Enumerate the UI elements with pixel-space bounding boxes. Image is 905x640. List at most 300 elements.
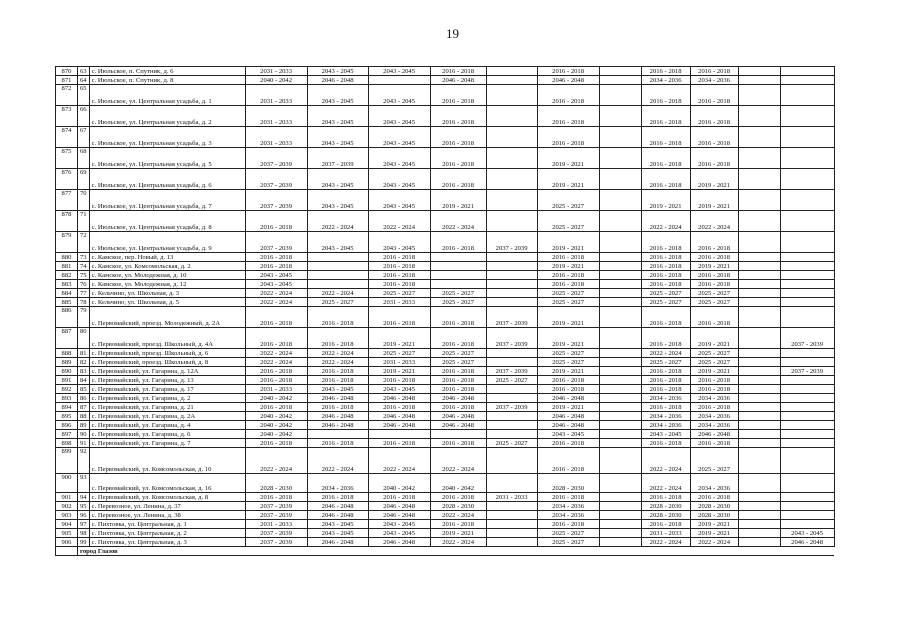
period-cell: 2028 - 2030 (641, 511, 690, 520)
period-cell (780, 430, 834, 439)
period-cell: 2016 - 2018 (307, 493, 368, 502)
period-cell (486, 448, 537, 474)
period-cell: 2019 - 2021 (537, 262, 599, 271)
period-cell (486, 421, 537, 430)
row-number: 875 (56, 148, 78, 169)
period-cell: 2046 - 2048 (537, 394, 599, 403)
period-cell (599, 253, 641, 262)
table-row (56, 169, 835, 190)
period-cell: 2016 - 2018 (641, 232, 690, 253)
table-row (56, 439, 835, 448)
period-cell: 2022 - 2024 (245, 349, 307, 358)
period-cell (307, 262, 368, 271)
period-cell: 2022 - 2024 (307, 448, 368, 474)
address-cell: с. Первомайский, ул. Гагарина, д. 2А (89, 412, 245, 421)
period-cell: 2046 - 2048 (307, 538, 368, 547)
row-number: 877 (56, 190, 78, 211)
period-cell (486, 520, 537, 529)
period-cell (780, 349, 834, 358)
item-index: 94 (78, 493, 90, 502)
period-cell: 2019 - 2021 (690, 262, 738, 271)
address-cell: с. Первомайский, проезд. Школьный, д. 8 (89, 358, 245, 367)
period-cell (738, 421, 780, 430)
period-cell (486, 253, 537, 262)
period-cell: 2028 - 2030 (430, 502, 486, 511)
period-cell: 2016 - 2018 (690, 67, 738, 76)
period-cell: 2025 - 2027 (690, 289, 738, 298)
period-cell (599, 67, 641, 76)
period-cell: 2016 - 2018 (245, 367, 307, 376)
row-number: 903 (56, 511, 78, 520)
period-cell: 2037 - 2039 (245, 190, 307, 211)
period-cell (738, 385, 780, 394)
period-cell: 2016 - 2018 (430, 376, 486, 385)
period-cell: 2016 - 2018 (690, 85, 738, 106)
period-cell: 2016 - 2018 (430, 403, 486, 412)
period-cell: 2043 - 2045 (307, 169, 368, 190)
period-cell: 2025 - 2027 (486, 376, 537, 385)
period-cell: 2043 - 2045 (245, 280, 307, 289)
period-cell: 2046 - 2048 (430, 412, 486, 421)
period-cell: 2031 - 2033 (245, 127, 307, 148)
period-cell: 2019 - 2021 (537, 367, 599, 376)
address-cell: с. Перевозное, ул. Ленина, д. 37 (89, 502, 245, 511)
item-index: 97 (78, 520, 90, 529)
period-cell: 2016 - 2018 (690, 439, 738, 448)
period-cell (738, 502, 780, 511)
period-cell (738, 367, 780, 376)
period-cell: 2019 - 2021 (690, 529, 738, 538)
period-cell: 2016 - 2018 (690, 232, 738, 253)
period-cell: 2016 - 2018 (245, 328, 307, 349)
period-cell (599, 76, 641, 85)
row-number: 881 (56, 262, 78, 271)
period-cell: 2016 - 2018 (430, 367, 486, 376)
table-row (56, 262, 835, 271)
item-index: 77 (78, 289, 90, 298)
period-cell: 2016 - 2018 (641, 403, 690, 412)
period-cell: 2037 - 2039 (486, 328, 537, 349)
period-cell: 2019 - 2021 (537, 169, 599, 190)
item-index: 91 (78, 439, 90, 448)
period-cell: 2034 - 2036 (690, 421, 738, 430)
period-cell: 2046 - 2048 (307, 511, 368, 520)
period-cell (599, 385, 641, 394)
period-cell: 2016 - 2018 (245, 262, 307, 271)
period-cell (430, 430, 486, 439)
period-cell: 2022 - 2024 (245, 289, 307, 298)
period-cell (599, 232, 641, 253)
period-cell: 2034 - 2036 (641, 76, 690, 85)
period-cell (307, 271, 368, 280)
period-cell: 2016 - 2018 (307, 307, 368, 328)
period-cell: 2025 - 2027 (641, 358, 690, 367)
period-cell (486, 85, 537, 106)
period-cell: 2016 - 2018 (537, 448, 599, 474)
address-cell: с. Первомайский, проезд. Молодежный, д. 2А (89, 307, 245, 328)
address-cell: с. Первомайский, ул. Гагарина, д. 17 (89, 385, 245, 394)
period-cell (780, 262, 834, 271)
period-cell (486, 430, 537, 439)
period-cell: 2016 - 2018 (537, 271, 599, 280)
period-cell (599, 403, 641, 412)
period-cell: 2037 - 2039 (245, 148, 307, 169)
period-cell (430, 271, 486, 280)
period-cell: 2043 - 2045 (307, 127, 368, 148)
table-row (56, 253, 835, 262)
row-number: 891 (56, 376, 78, 385)
item-index: 90 (78, 430, 90, 439)
item-index: 69 (78, 169, 90, 190)
period-cell: 2043 - 2045 (368, 127, 430, 148)
row-number: 872 (56, 85, 78, 106)
item-index: 66 (78, 106, 90, 127)
period-cell: 2046 - 2048 (307, 421, 368, 430)
period-cell: 2022 - 2024 (430, 211, 486, 232)
period-cell: 2031 - 2033 (641, 529, 690, 538)
period-cell (599, 412, 641, 421)
period-cell: 2037 - 2039 (780, 367, 834, 376)
period-cell: 2016 - 2018 (641, 328, 690, 349)
row-number: 892 (56, 385, 78, 394)
period-cell: 2016 - 2018 (537, 280, 599, 289)
table-row (56, 493, 835, 502)
period-cell: 2016 - 2018 (641, 127, 690, 148)
period-cell (780, 169, 834, 190)
period-cell: 2016 - 2018 (690, 106, 738, 127)
period-cell (599, 262, 641, 271)
period-cell: 2022 - 2024 (368, 211, 430, 232)
period-cell (738, 289, 780, 298)
period-cell (738, 358, 780, 367)
period-cell: 2043 - 2045 (368, 67, 430, 76)
period-cell: 2046 - 2048 (368, 511, 430, 520)
period-cell (486, 106, 537, 127)
row-number: 883 (56, 280, 78, 289)
row-number: 898 (56, 439, 78, 448)
period-cell: 2031 - 2033 (368, 358, 430, 367)
address-cell: с. Июльское, ул. Центральная усадьба, д. 6 (89, 169, 245, 190)
period-cell: 2022 - 2024 (368, 448, 430, 474)
period-cell: 2040 - 2042 (245, 412, 307, 421)
table-row (56, 529, 835, 538)
period-cell (738, 439, 780, 448)
period-cell: 2016 - 2018 (537, 520, 599, 529)
address-cell: с. Первомайский, ул. Гагарина, д. 6 (89, 430, 245, 439)
period-cell (599, 421, 641, 430)
period-cell (780, 520, 834, 529)
period-cell: 2034 - 2036 (641, 394, 690, 403)
period-cell: 2016 - 2018 (430, 493, 486, 502)
item-index: 63 (78, 67, 90, 76)
address-cell: с. Первомайский, ул. Гагарина, д. 2 (89, 394, 245, 403)
period-cell: 2016 - 2018 (430, 169, 486, 190)
period-cell: 2016 - 2018 (537, 376, 599, 385)
period-cell: 2016 - 2018 (690, 493, 738, 502)
period-cell (780, 298, 834, 307)
table-row (56, 520, 835, 529)
row-number: 885 (56, 298, 78, 307)
period-cell: 2022 - 2024 (690, 538, 738, 547)
period-cell (486, 169, 537, 190)
row-number: 895 (56, 412, 78, 421)
period-cell: 2025 - 2027 (537, 538, 599, 547)
period-cell: 2019 - 2021 (690, 190, 738, 211)
table-row (56, 307, 835, 328)
period-cell (599, 538, 641, 547)
period-cell (780, 474, 834, 493)
table-row (56, 502, 835, 511)
row-number: 906 (56, 538, 78, 547)
period-cell (430, 262, 486, 271)
period-cell: 2025 - 2027 (537, 358, 599, 367)
period-cell: 2025 - 2027 (430, 349, 486, 358)
period-cell: 2016 - 2018 (690, 148, 738, 169)
row-number: 887 (56, 328, 78, 349)
table-row (56, 421, 835, 430)
period-cell (486, 190, 537, 211)
table-row (56, 289, 835, 298)
period-cell: 2016 - 2018 (641, 385, 690, 394)
item-index: 68 (78, 148, 90, 169)
row-number: 905 (56, 529, 78, 538)
period-cell (780, 358, 834, 367)
period-cell: 2043 - 2045 (368, 190, 430, 211)
period-cell (599, 502, 641, 511)
period-cell (599, 289, 641, 298)
period-cell: 2037 - 2039 (486, 307, 537, 328)
period-cell: 2019 - 2021 (690, 520, 738, 529)
period-cell: 2016 - 2018 (430, 106, 486, 127)
period-cell: 2025 - 2027 (368, 289, 430, 298)
period-cell: 2016 - 2018 (641, 280, 690, 289)
period-cell (738, 127, 780, 148)
item-index: 76 (78, 280, 90, 289)
item-index: 73 (78, 253, 90, 262)
period-cell: 2025 - 2027 (537, 529, 599, 538)
period-cell: 2046 - 2048 (368, 502, 430, 511)
period-cell (738, 76, 780, 85)
period-cell (599, 439, 641, 448)
period-cell: 2016 - 2018 (690, 127, 738, 148)
period-cell (780, 421, 834, 430)
period-cell (780, 394, 834, 403)
city-name: город Глазов (78, 547, 835, 556)
period-cell (738, 85, 780, 106)
period-cell: 2016 - 2018 (641, 85, 690, 106)
period-cell: 2016 - 2018 (368, 493, 430, 502)
period-cell: 2016 - 2018 (537, 106, 599, 127)
period-cell: 2040 - 2042 (245, 421, 307, 430)
table-row (56, 474, 835, 493)
period-cell (486, 280, 537, 289)
period-cell (486, 262, 537, 271)
period-cell: 2043 - 2045 (368, 148, 430, 169)
period-cell (599, 358, 641, 367)
item-index: 86 (78, 394, 90, 403)
period-cell: 2022 - 2024 (641, 448, 690, 474)
period-cell (738, 106, 780, 127)
row-number: 884 (56, 289, 78, 298)
period-cell: 2034 - 2036 (641, 421, 690, 430)
row-number: 896 (56, 421, 78, 430)
period-cell (486, 211, 537, 232)
period-cell: 2025 - 2027 (641, 289, 690, 298)
table-row (56, 394, 835, 403)
period-cell: 2043 - 2045 (368, 385, 430, 394)
period-cell: 2028 - 2030 (245, 474, 307, 493)
item-index: 96 (78, 511, 90, 520)
address-cell: с. Пихтовка, ул. Центральная, д. 2 (89, 529, 245, 538)
item-index: 85 (78, 385, 90, 394)
period-cell: 2016 - 2018 (430, 67, 486, 76)
period-cell: 2040 - 2042 (430, 474, 486, 493)
period-cell: 2016 - 2018 (690, 280, 738, 289)
period-cell: 2028 - 2030 (641, 502, 690, 511)
period-cell: 2016 - 2018 (537, 439, 599, 448)
period-cell: 2025 - 2027 (641, 298, 690, 307)
period-cell: 2028 - 2030 (690, 502, 738, 511)
period-cell: 2016 - 2018 (430, 385, 486, 394)
period-cell: 2037 - 2039 (245, 232, 307, 253)
period-cell (486, 127, 537, 148)
item-index: 83 (78, 367, 90, 376)
row-number: 879 (56, 232, 78, 253)
period-cell (738, 376, 780, 385)
table-row (56, 358, 835, 367)
period-cell: 2043 - 2045 (641, 430, 690, 439)
period-cell: 2046 - 2048 (368, 538, 430, 547)
period-cell: 2016 - 2018 (245, 439, 307, 448)
city-header-row (56, 547, 835, 556)
page-number: 19 (446, 26, 459, 41)
period-cell: 2016 - 2018 (368, 253, 430, 262)
period-cell: 2016 - 2018 (368, 280, 430, 289)
period-cell (307, 430, 368, 439)
period-cell: 2022 - 2024 (641, 474, 690, 493)
period-cell: 2022 - 2024 (307, 211, 368, 232)
table-row (56, 412, 835, 421)
address-cell: с. Камское, ул. Молодежная, д. 12 (89, 280, 245, 289)
item-index: 67 (78, 127, 90, 148)
period-cell (307, 280, 368, 289)
period-cell: 2043 - 2045 (307, 529, 368, 538)
period-cell (486, 289, 537, 298)
item-index: 82 (78, 358, 90, 367)
period-cell: 2016 - 2018 (690, 253, 738, 262)
period-cell (738, 307, 780, 328)
row-number: 888 (56, 349, 78, 358)
period-cell: 2031 - 2033 (245, 520, 307, 529)
period-cell (486, 358, 537, 367)
period-cell: 2019 - 2021 (690, 367, 738, 376)
period-cell (486, 538, 537, 547)
period-cell (599, 328, 641, 349)
period-cell: 2022 - 2024 (430, 448, 486, 474)
period-cell: 2043 - 2045 (307, 106, 368, 127)
row-number: 893 (56, 394, 78, 403)
address-cell: с. Июльское, ул. Центральная усадьба, д. 8 (89, 211, 245, 232)
period-cell: 2022 - 2024 (307, 349, 368, 358)
period-cell: 2019 - 2021 (368, 367, 430, 376)
address-cell: с. Пихтовка, ул. Центральная, д. 3 (89, 538, 245, 547)
period-cell (780, 448, 834, 474)
period-cell (486, 412, 537, 421)
period-cell: 2016 - 2018 (430, 148, 486, 169)
period-cell: 2043 - 2045 (368, 85, 430, 106)
period-cell: 2016 - 2018 (641, 271, 690, 280)
period-cell: 2031 - 2033 (245, 106, 307, 127)
period-cell: 2016 - 2018 (368, 271, 430, 280)
period-cell (738, 529, 780, 538)
period-cell (738, 403, 780, 412)
row-number: 897 (56, 430, 78, 439)
address-cell: с. Первомайский, ул. Комсомольская, д. 16 (89, 474, 245, 493)
period-cell: 2037 - 2039 (780, 328, 834, 349)
period-cell: 2046 - 2048 (368, 412, 430, 421)
period-cell: 2043 - 2045 (780, 529, 834, 538)
period-cell (430, 280, 486, 289)
period-cell: 2022 - 2024 (245, 358, 307, 367)
period-cell: 2016 - 2018 (537, 385, 599, 394)
row-number: 894 (56, 403, 78, 412)
period-cell: 2019 - 2021 (368, 328, 430, 349)
row-number: 886 (56, 307, 78, 328)
item-index: 84 (78, 376, 90, 385)
period-cell: 2037 - 2039 (245, 502, 307, 511)
period-cell (738, 349, 780, 358)
period-cell (738, 448, 780, 474)
period-cell: 2016 - 2018 (368, 403, 430, 412)
item-index: 88 (78, 412, 90, 421)
period-cell: 2016 - 2018 (537, 493, 599, 502)
table-row (56, 538, 835, 547)
item-index: 95 (78, 502, 90, 511)
period-cell: 2034 - 2036 (537, 502, 599, 511)
period-cell: 2016 - 2018 (307, 367, 368, 376)
period-cell: 2031 - 2033 (245, 385, 307, 394)
table-row (56, 430, 835, 439)
item-index: 64 (78, 76, 90, 85)
period-cell: 2025 - 2027 (307, 298, 368, 307)
period-cell (780, 232, 834, 253)
period-cell: 2022 - 2024 (641, 211, 690, 232)
address-cell: с. Первомайский, ул. Комсомольская, д. 10 (89, 448, 245, 474)
period-cell: 2037 - 2039 (486, 367, 537, 376)
period-cell: 2016 - 2018 (307, 328, 368, 349)
period-cell (780, 271, 834, 280)
row-number: 873 (56, 106, 78, 127)
period-cell: 2025 - 2027 (690, 298, 738, 307)
address-cell: с. Июльское, ул. Центральная усадьба, д. 3 (89, 127, 245, 148)
period-cell: 2016 - 2018 (368, 439, 430, 448)
period-cell (780, 148, 834, 169)
period-cell: 2046 - 2048 (307, 394, 368, 403)
period-cell (780, 280, 834, 289)
period-cell (599, 169, 641, 190)
period-cell (307, 253, 368, 262)
item-index: 72 (78, 232, 90, 253)
table-row (56, 367, 835, 376)
period-cell: 2016 - 2018 (641, 148, 690, 169)
period-cell (486, 529, 537, 538)
row-number: 890 (56, 367, 78, 376)
period-cell (738, 328, 780, 349)
period-cell: 2043 - 2045 (307, 232, 368, 253)
period-cell: 2037 - 2039 (245, 538, 307, 547)
period-cell (780, 493, 834, 502)
row-number: 874 (56, 127, 78, 148)
